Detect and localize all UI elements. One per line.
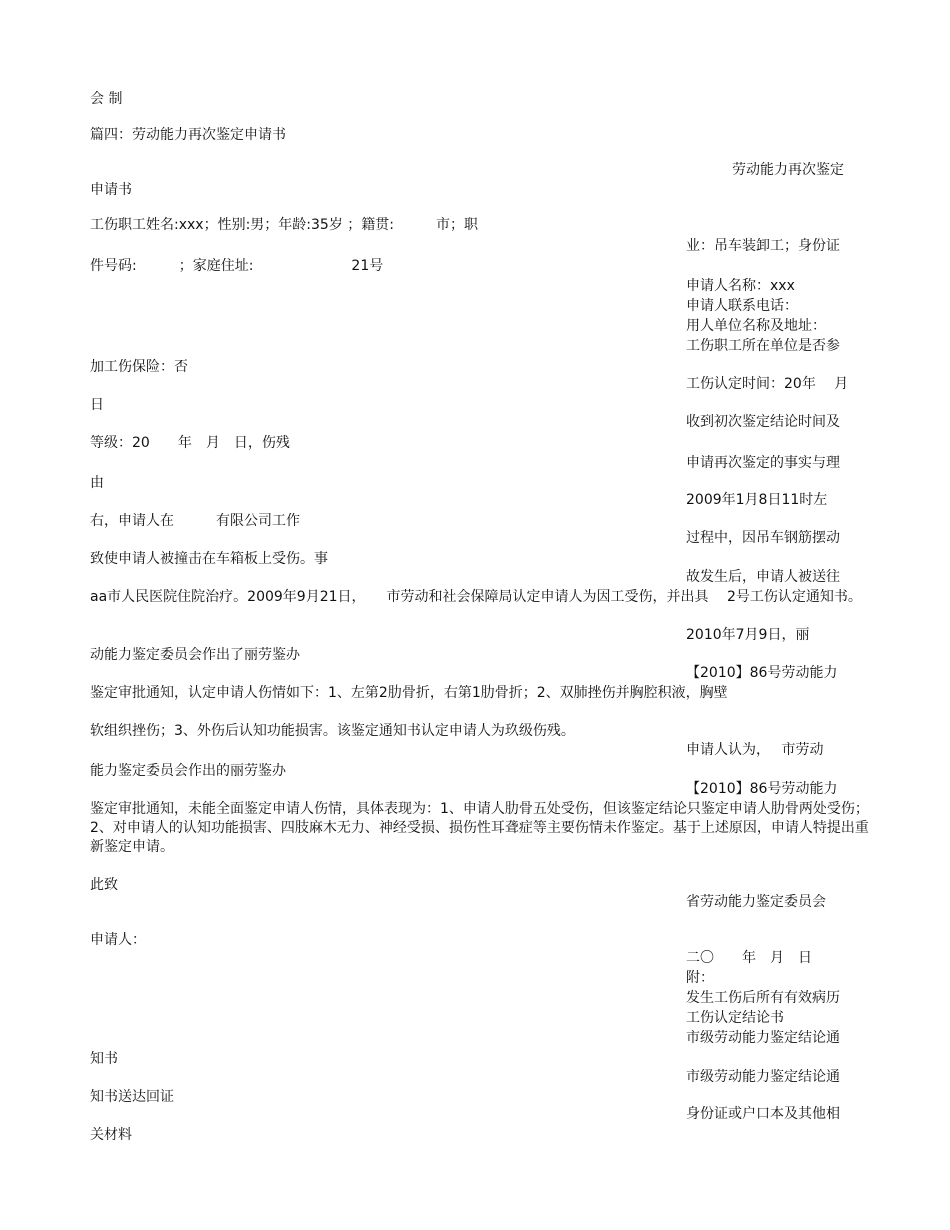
facts-heading-cont: 由: [90, 475, 104, 491]
facts-text: 右，申请人在 有限公司工作: [90, 513, 300, 529]
facts-text: 能力鉴定委员会作出的丽劳鉴办: [90, 763, 286, 779]
facts-paragraph: aa市人民医院住院治疗。2009年9月21日， 市劳动和社会保障局认定申请人为因工受伤，并出具 2号工伤认定通知书。: [90, 589, 862, 605]
initial-appraisal-grade: 等级：20 年 月 日，伤残: [90, 435, 290, 451]
applicant-signature-label: 申请人：: [90, 932, 146, 948]
injury-recognition-date-cont: 日: [90, 397, 104, 413]
facts-heading: 申请再次鉴定的事实与理: [686, 455, 840, 471]
employer-info: 用人单位名称及地址：: [686, 318, 826, 334]
injury-recognition-date: 工伤认定时间：20年 月: [686, 376, 849, 392]
facts-text: 故发生后，申请人被送往: [686, 569, 840, 585]
facts-text: 申请人认为， 市劳动: [686, 742, 824, 758]
attachment-item-cont: 关材料: [90, 1127, 132, 1143]
insurance-question: 工伤职工所在单位是否参: [686, 338, 840, 354]
facts-text: 鉴定审批通知，认定申请人伤情如下：1、左第2肋骨折，右第1肋骨折；2、双肺挫伤并胸腔积液，胸壁: [90, 685, 728, 701]
attachment-item: 市级劳动能力鉴定结论通: [686, 1030, 840, 1046]
facts-text: 动能力鉴定委员会作出了丽劳鉴办: [90, 647, 300, 663]
insurance-answer: 加工伤保险：否: [90, 359, 188, 375]
facts-text: 软组织挫伤；3、外伤后认知功能损害。该鉴定通知书认定申请人为玖级伤残。: [90, 723, 575, 739]
fragment-text: 会 制: [90, 91, 123, 107]
applicant-info-line: 工伤职工姓名:xxx；性别:男；年龄:35岁 ；籍贯: 市；职: [90, 217, 478, 233]
attachment-item: 身份证或户口本及其他相: [686, 1106, 840, 1122]
attachments-label: 附：: [686, 970, 714, 986]
facts-text: 过程中，因吊车钢筋摆动: [686, 530, 840, 546]
document-title-cont: 申请书: [90, 182, 132, 198]
attachment-item: 发生工伤后所有有效病历: [686, 990, 840, 1006]
facts-paragraph: 鉴定审批通知，未能全面鉴定申请人伤情，具体表现为：1、申请人肋骨五处受伤，但该鉴定结论只鉴定申请人肋骨两处受伤；2、对申请人的认知功能损害、四肢麻木无力、神经受损、损伤性耳聋症等主要伤情未作鉴定。基于上述原因，申请人特提出重新鉴定申请。: [90, 801, 869, 855]
applicant-name: 申请人名称：xxx: [686, 278, 795, 294]
date-line: 二〇 年 月 日: [686, 950, 812, 966]
applicant-occupation: 业：吊车装卸工；身份证: [686, 238, 840, 254]
attachment-item-cont: 知书送达回证: [90, 1089, 174, 1105]
applicant-phone: 申请人联系电话：: [686, 298, 798, 314]
salutation: 此致: [90, 877, 118, 893]
attachment-item: 市级劳动能力鉴定结论通: [686, 1069, 840, 1085]
section-title: 篇四：劳动能力再次鉴定申请书: [90, 127, 286, 143]
applicant-id-address: 件号码: ；家庭住址: 21号: [90, 258, 384, 274]
facts-text: 2010年7月9日，丽: [686, 627, 810, 643]
document-title: 劳动能力再次鉴定: [732, 162, 844, 178]
facts-text: 致使申请人被撞击在车箱板上受伤。事: [90, 551, 328, 567]
facts-text: 【2010】86号劳动能力: [686, 665, 838, 681]
facts-text: 【2010】86号劳动能力: [686, 781, 838, 797]
initial-appraisal-label: 收到初次鉴定结论时间及: [686, 414, 840, 430]
attachment-item: 工伤认定结论书: [686, 1010, 784, 1026]
facts-text: 2009年1月8日11时左: [686, 492, 828, 508]
attachment-item-cont: 知书: [90, 1051, 118, 1067]
recipient: 省劳动能力鉴定委员会: [686, 894, 826, 910]
